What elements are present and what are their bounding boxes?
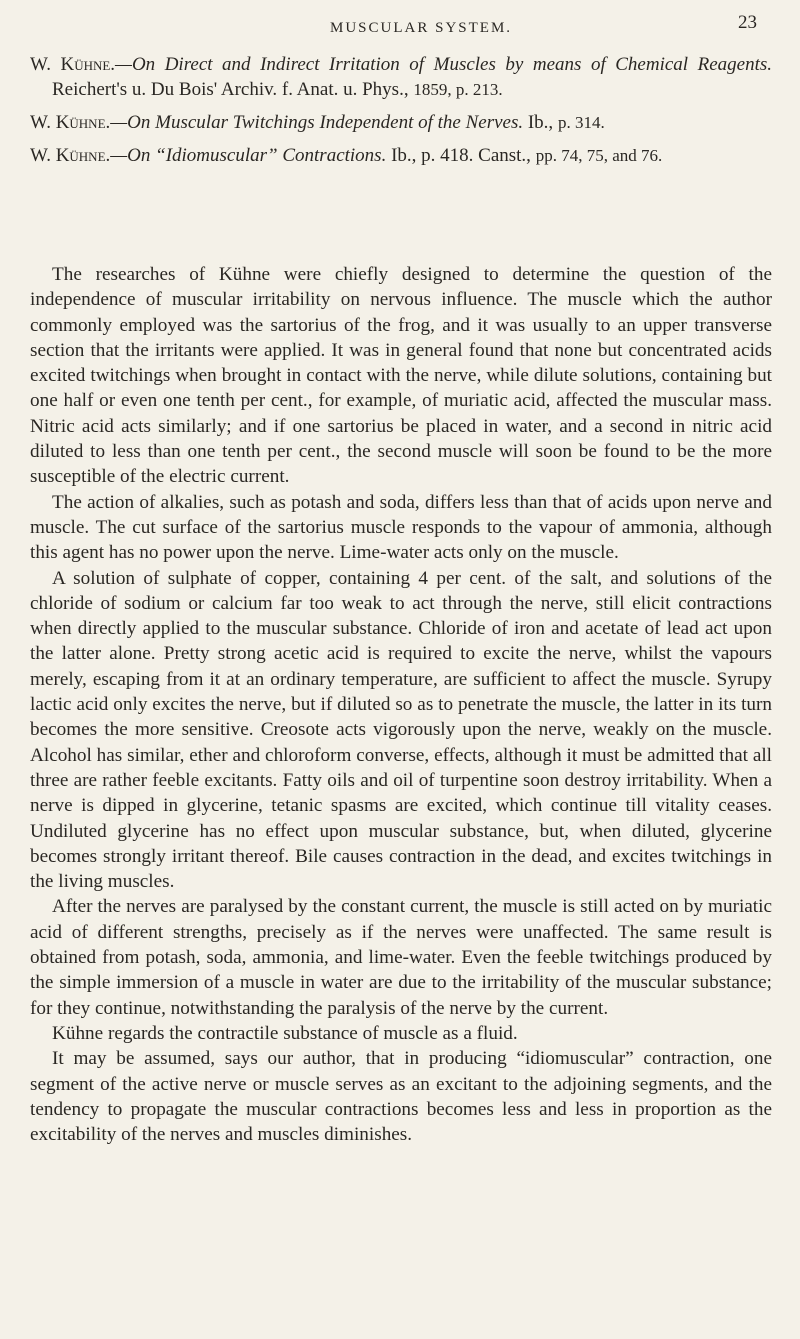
reference-source: Reichert's u. Du Bois' Archiv. f. Anat. u. Phys., [52,79,409,100]
body-text [30,262,772,1147]
reference-author: W. Kühne. [30,54,116,75]
reference-title: —On “Idiomuscular” Contractions. [110,145,387,166]
paragraph: After the nerves are paralysed by the constant current, the muscle is still acted on by muriatic acid of different strengths, precisely as if the nerves were unaffected. The same result is obtained from potash, soda, ammonia, and lime-water. Even the feeble twitchings produced by the simple immersion of a muscle in water are due to the irritability of the muscular substance; for they continue, notwithstanding the paralysis of the nerve by the current. [30,896,772,1019]
reference-entry [30,52,772,102]
paragraph: The action of alkalies, such as potash and soda, differs less than that of acids upon nerve and muscle. The cut surface of the sartorius muscle responds to the vapour of ammonia, although this agent has no power upon the nerve. Lime-water acts only on the muscle. [30,491,772,564]
reference-author: W. Kühne. [30,145,111,166]
page-number: 23 [738,12,757,33]
reference-entry [30,110,772,135]
reference-author: W. Kühne. [30,112,111,133]
reference-pages: 1859, p. 213. [413,80,503,99]
reference-pages: p. 314. [557,113,605,132]
reference-title: —On Muscular Twitchings Independent of the Nerves. [110,112,524,133]
page-header [0,8,800,48]
paragraph: It may be assumed, says our author, that in producing “idiomuscular” contraction, one segment of the active nerve or muscle serves as an excitant to the adjoining segments, and the tendency to propagate the muscular contractions becomes less and less in proportion as the excitability of the nerves and muscles diminishes. [30,1048,772,1146]
paragraph: Kühne regards the contractile substance of muscle as a fluid. [52,1022,518,1044]
paragraph: A solution of sulphate of copper, containing 4 per cent. of the salt, and solutions of the chloride of sodium or calcium far too weak to act through the nerve, still elicit contractions when directly applied to the muscular substance. Chloride of iron and acetate of lead act upon the latter alone. Pretty strong acetic acid is required to excite the nerve, whilst the vapours merely, escaping from it at an ordinary temperature, are sufficient to affect the muscle. Syrupy lactic acid only excites the nerve, but if diluted so as to penetrate the muscle, the latter in its turn becomes the more sensitive. Creosote acts vigorously upon the nerve, weakly on the muscle. Alcohol has similar, ether and chloroform converse, effects, although it must be admitted that all three are rather feeble excitants. Fatty oils and oil of turpentine soon destroy irritability. When a nerve is dipped in glycerine, tetanic spasms are excited, which continue till vitality ceases. Undiluted glycerine has no effect upon muscular substance, but, when diluted, glycerine becomes strongly irritant thereof. Bile causes contraction in the dead, and excites twitchings in the living muscles. [30,567,772,893]
reference-source: Ib., p. 418. Canst., [386,145,531,166]
reference-entry [30,143,772,168]
paragraph: The researches of Kühne were chiefly designed to determine the question of the independence of muscular irritability on nervous influence. The muscle which the author commonly employed was the sartorius of the frog, and it was usually to an upper transverse section that the irritants were applied. It was in general found that none but concentrated acids excited twitchings when brought in contact with the nerve, while dilute solutions, containing but one half or even one tenth per cent., for example, of muriatic acid, affected the muscular mass. Nitric acid acts similarly; and if one sartorius be placed in water, and a second in nitric acid diluted to less than one tenth per cent., the second muscle will soon be found to be the more susceptible of the electric current. [30,264,772,488]
running-head: MUSCULAR SYSTEM. [330,20,513,36]
reference-pages: pp. 74, 75, and 76. [535,146,663,165]
reference-list [30,52,772,176]
reference-source: Ib., [523,112,554,133]
reference-title: —On Direct and Indirect Irritation of Muscles by means of Chemical Reagents. [115,54,772,75]
